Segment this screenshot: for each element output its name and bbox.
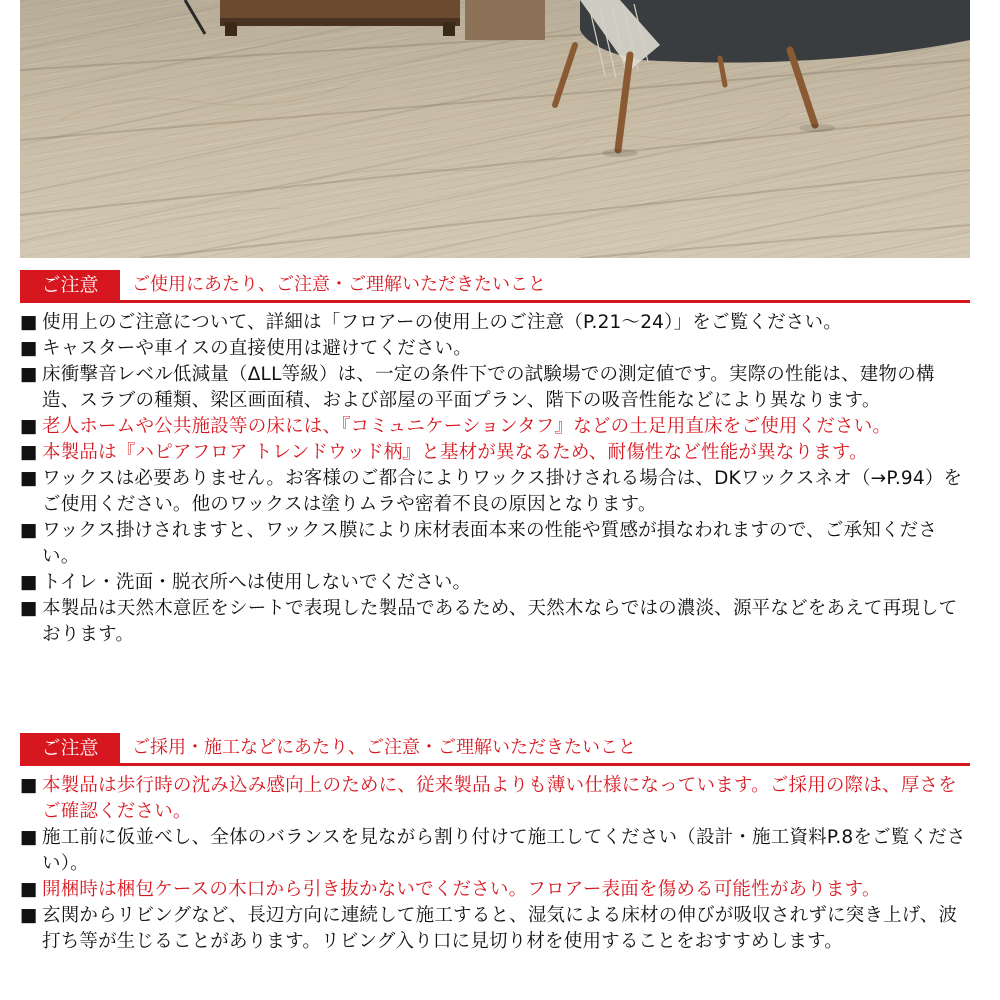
notice-item-text: 本製品は天然木意匠をシートで表現した製品であるため、天然木ならではの濃淡、源平などをあえて再現しております。 — [42, 598, 958, 645]
notice-item-warning — [20, 877, 970, 903]
notice-list — [20, 310, 970, 648]
notice-badge: ご注意 — [20, 270, 120, 300]
notice-title: ご使用にあたり、ご注意・ご理解いただきたいこと — [132, 274, 546, 295]
notice-item-text: 施工前に仮並べし、全体のバランスを見ながら割り付けて施工してください（設計・施工資料P.8をご覧ください）。 — [42, 827, 966, 874]
notice-badge: ご注意 — [20, 733, 120, 763]
notice-item — [20, 596, 970, 648]
bullet-square-icon: ■ — [20, 312, 38, 333]
notice-item — [20, 362, 970, 414]
notice-item-warning — [20, 440, 970, 466]
notice-item-text: 開梱時は梱包ケースの木口から引き抜かないでください。フロアー表面を傷める可能性があります。 — [42, 879, 881, 900]
notice-item-text: キャスターや車イスの直接使用は避けてください。 — [42, 338, 472, 359]
notice-section-installation — [20, 733, 970, 955]
notice-item — [20, 825, 970, 877]
flooring-photo — [20, 0, 970, 258]
bullet-square-icon: ■ — [20, 442, 38, 463]
notice-item-text: 本製品は『ハピアフロア トレンドウッド柄』と基材が異なるため、耐傷性など性能が異なります。 — [42, 442, 868, 463]
notice-header — [20, 733, 970, 766]
bullet-square-icon: ■ — [20, 879, 38, 900]
bullet-square-icon: ■ — [20, 598, 38, 619]
notice-item — [20, 570, 970, 596]
bullet-square-icon: ■ — [20, 775, 38, 796]
bullet-square-icon: ■ — [20, 905, 38, 926]
notice-section-usage — [20, 270, 970, 648]
notice-item — [20, 903, 970, 955]
notice-item-text: トイレ・洗面・脱衣所へは使用しないでください。 — [42, 572, 472, 593]
notice-item-warning — [20, 773, 970, 825]
notice-item-text: 老人ホームや公共施設等の床には、『コミュニケーションタフ』などの土足用直床をご使用ください。 — [42, 416, 892, 437]
flooring-photo-illustration — [20, 0, 970, 258]
notice-item — [20, 518, 970, 570]
notice-item-text: ワックスは必要ありません。お客様のご都合によりワックス掛けされる場合は、DKワックスネオ（→P.94）をご使用ください。他のワックスは塗りムラや密着不良の原因となります。 — [42, 468, 963, 515]
bullet-square-icon: ■ — [20, 338, 38, 359]
notice-item — [20, 310, 970, 336]
notice-header — [20, 270, 970, 303]
bullet-square-icon: ■ — [20, 364, 38, 385]
notice-item-text: 本製品は歩行時の沈み込み感向上のために、従来製品よりも薄い仕様になっています。ご採用の際は、厚さをご確認ください。 — [42, 775, 957, 822]
notice-item-text: 床衝撃音レベル低減量（ΔLL等級）は、一定の条件下での試験場での測定値です。実際の性能は、建物の構造、スラブの種類、梁区画面積、および部屋の平面プラン、階下の吸音性能などにより異なります。 — [42, 364, 935, 411]
notice-item-text: ワックス掛けされますと、ワックス膜により床材表面本来の性能や質感が損なわれますので、ご承知ください。 — [42, 520, 938, 567]
bullet-square-icon: ■ — [20, 520, 38, 541]
notice-item-warning — [20, 414, 970, 440]
notice-item-text: 玄関からリビングなど、長辺方向に連続して施工すると、湿気による床材の伸びが吸収されずに突き上げ、波打ち等が生じることがあります。リビング入り口に見切り材を使用することをおすすめします。 — [42, 905, 958, 952]
bullet-square-icon: ■ — [20, 416, 38, 437]
notice-list — [20, 773, 970, 955]
bullet-square-icon: ■ — [20, 468, 38, 489]
bullet-square-icon: ■ — [20, 572, 38, 593]
bullet-square-icon: ■ — [20, 827, 38, 848]
notice-item — [20, 466, 970, 518]
notice-item-text: 使用上のご注意について、詳細は「フロアーの使用上のご注意（P.21〜24）」をご覧ください。 — [42, 312, 842, 333]
notice-title: ご採用・施工などにあたり、ご注意・ご理解いただきたいこと — [132, 737, 636, 758]
notice-item — [20, 336, 970, 362]
